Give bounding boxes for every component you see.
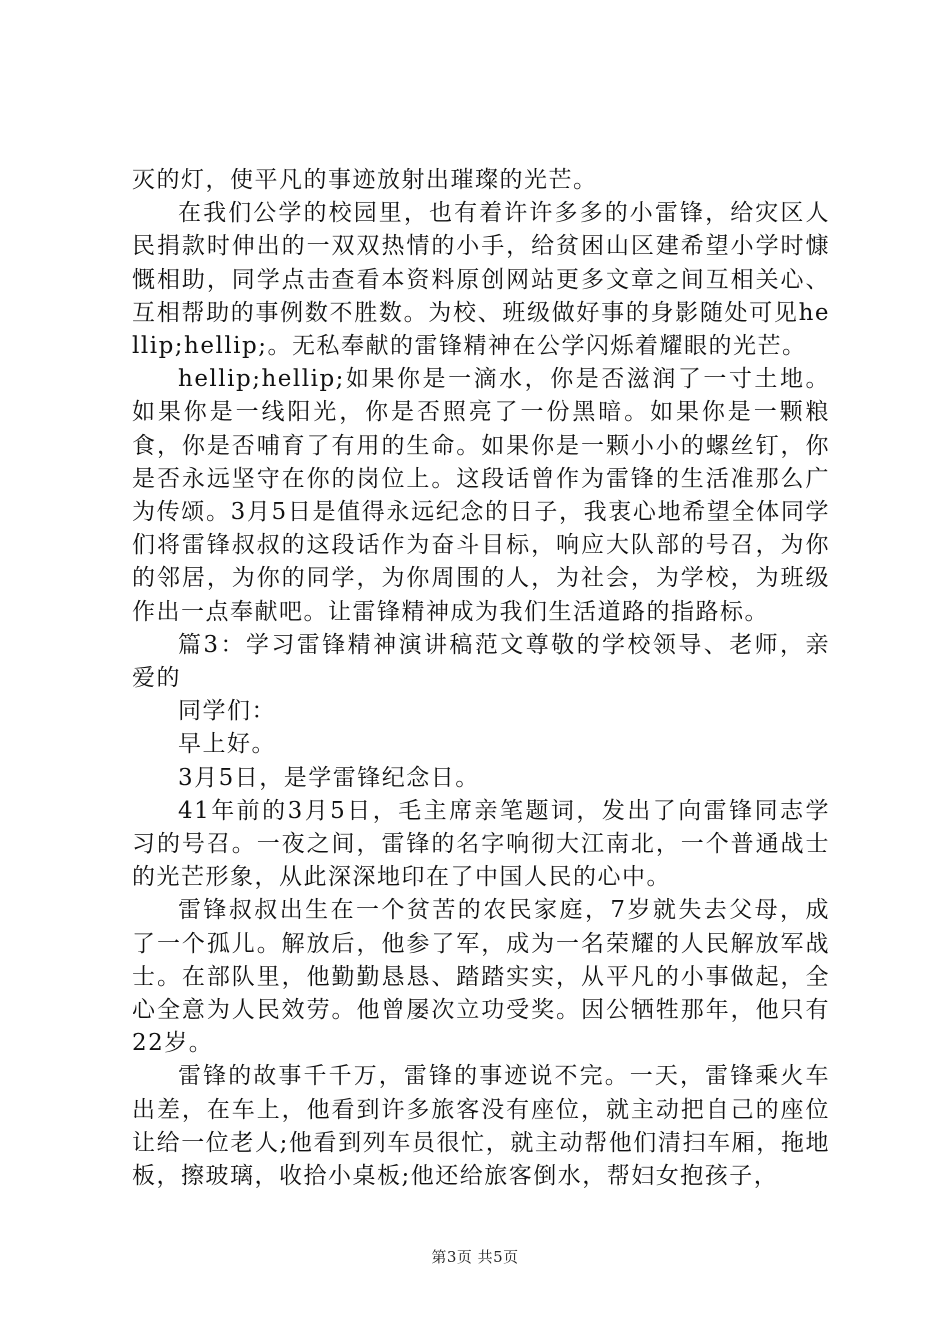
page-number-footer: 第3页 共5页 xyxy=(431,1248,519,1266)
paragraph-2: 在我们公学的校园里，也有着许许多多的小雷锋，给灾区人民捐款时伸出的一双双热情的小手，给贫困山区建希望小学时慷慨相助，同学点击查看本资料原创网站更多文章之间互相关心、互相帮助的事例数不胜数。为校、班级做好事的身影随处可见hellip;hellip;。无私奉献的雷锋精神在公学闪烁着耀眼的光芒。 xyxy=(132,200,830,360)
paragraph-1: 灭的灯，使平凡的事迹放射出璀璨的光芒。 xyxy=(132,167,598,193)
greeting: 早上好。 xyxy=(178,731,276,758)
paragraph-history: 41年前的3月5日，毛主席亲笔题词，发出了向雷锋同志学习的号召。一夜之间，雷锋的名字响彻大江南北，一个普通战士的光芒形象，从此深深地印在了中国人民的心中。 xyxy=(132,797,830,891)
paragraph-3: hellip;hellip;如果你是一滴水，你是否滋润了一寸土地。如果你是一线阳光，你是否照亮了一份黑暗。如果你是一颗粮食，你是否哺育了有用的生命。如果你是一颗小小的螺丝钉，你是否永远坚守在你的岗位上。这段话曾作为雷锋的生活准那么广为传颂。3月5日是值得永远纪念的日子，我衷心地希望全体同学们将雷锋叔叔的这段话作为奋斗目标，响应大队部的号召，为你的邻居，为你的同学，为你周围的人，为社会，为学校，为班级作出一点奉献吧。让雷锋精神成为我们生活道路的指路标。 xyxy=(132,366,830,625)
section-heading: 篇3：学习雷锋精神演讲稿范文尊敬的学校领导、老师，亲爱的 xyxy=(132,631,830,692)
paragraph-story: 雷锋的故事千千万，雷锋的事迹说不完。一天，雷锋乘火车出差，在车上，他看到许多旅客没有座位，就主动把自己的座位让给一位老人;他看到列车员很忙，就主动帮他们清扫车厢，拖地板，擦玻璃，收拾小桌板;他还给旅客倒水，帮妇女抱孩子， xyxy=(132,1063,830,1190)
paragraph-biography: 雷锋叔叔出生在一个贫苦的农民家庭，7岁就失去父母，成了一个孤儿。解放后，他参了军，成为一名荣耀的人民解放军战士。在部队里，他勤勤恳恳、踏踏实实，从平凡的小事做起，全心全意为人民效劳。他曾屡次立功受奖。因公牺牲那年，他只有22岁。 xyxy=(132,897,830,1057)
salutation: 同学们： xyxy=(178,698,276,725)
document-body xyxy=(132,164,830,1193)
paragraph-date: 3月5日，是学雷锋纪念日。 xyxy=(178,764,480,791)
